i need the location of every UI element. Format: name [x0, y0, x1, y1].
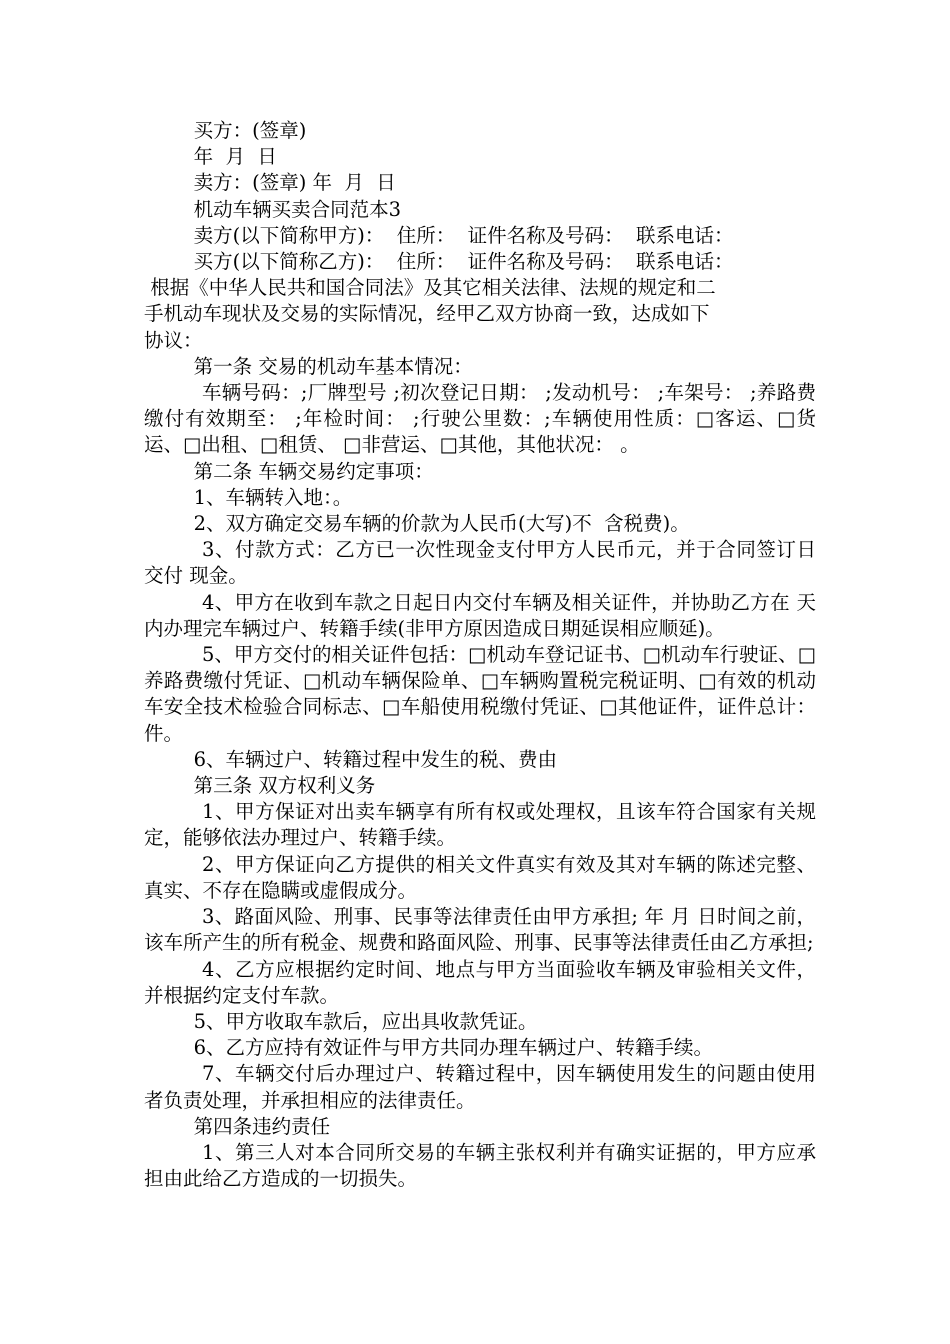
paragraph: 4、乙方应根据约定时间、地点与甲方当面验收车辆及审验相关文件，并根据约定支付车款。: [144, 957, 816, 1007]
paragraph: 5、甲方交付的相关证件包括：□机动车登记证书、□机动车行驶证、□养路费缴付凭证、□机动车辆保险单、□车辆购置税完税证明、□有效的机动车安全技术检验合同标志、□车船使用税缴付凭证、□其他证件，证件总计： 件。: [144, 643, 816, 745]
text-line: 手机动车现状及交易的实际情况，经甲乙双方协商一致，达成如下: [144, 302, 710, 326]
article-heading: 第二条 车辆交易约定事项：: [144, 459, 434, 483]
buyer-info-line: 买方(以下简称乙方)： 住所： 证件名称及号码： 联系电话：: [144, 250, 734, 274]
paragraph: 4、甲方在收到车款之日起日内交付车辆及相关证件，并协助乙方在 天内办理完车辆过户、转籍手续(非甲方原因造成日期延误相应顺延)。: [144, 590, 816, 640]
text-line: 5、甲方收取车款后，应出具收款凭证。: [144, 1009, 538, 1033]
paragraph: 车辆号码：;厂牌型号 ;初次登记日期： ;发动机号： ;车架号： ;养路费缴付有效期至： ;年检时间： ;行驶公里数：;车辆使用性质：□客运、□货运、□出租、□租赁、 □非营运、□其他，其他状况： 。: [144, 381, 816, 457]
paragraph: 7、车辆交付后办理过户、转籍过程中，因车辆使用发生的问题由使用者负责处理，并承担相应的法律责任。: [144, 1062, 816, 1112]
article-heading: 第三条 双方权利义务: [144, 774, 376, 798]
article-heading: 第一条 交易的机动车基本情况：: [144, 354, 473, 378]
paragraph: 2、甲方保证向乙方提供的相关文件真实有效及其对车辆的陈述完整、真实、不存在隐瞒或虚假成分。: [144, 852, 816, 902]
text-line: 协议：: [144, 328, 203, 352]
text-line: 根据《中华人民共和国合同法》及其它相关法律、法规的规定和二: [144, 276, 716, 300]
paragraph: 1、第三人对本合同所交易的车辆主张权利并有确实证据的，甲方应承担由此给乙方造成的一切损失。: [144, 1140, 816, 1191]
text-line: 1、车辆转入地：。: [144, 485, 353, 509]
text-line: 2、双方确定交易车辆的价款为人民币(大写)不 含税费)。: [144, 512, 690, 536]
text-line: 6、车辆过户、转籍过程中发生的税、费由: [144, 747, 557, 771]
paragraph: 3、路面风险、刑事、民事等法律责任由甲方承担; 年 月 日时间之前，该车所产生的所有税金、规费和路面风险、刑事、民事等法律责任由乙方承担;: [144, 905, 816, 955]
seller-info-line: 卖方(以下简称甲方)： 住所： 证件名称及号码： 联系电话：: [144, 223, 734, 247]
text-line: 买方：(签章): [144, 119, 307, 142]
paragraph: 3、付款方式：乙方已一次性现金支付甲方人民币元，并于合同签订日交付 现金。: [144, 538, 816, 588]
paragraph: 1、甲方保证对出卖车辆享有所有权或处理权，且该车符合国家有关规定，能够依法办理过户、转籍手续。: [144, 800, 816, 850]
text-line: 6、乙方应持有效证件与甲方共同办理车辆过户、转籍手续。: [144, 1036, 713, 1060]
contract-title: 机动车辆买卖合同范本3: [144, 197, 401, 221]
text-line: 卖方：(签章) 年 月 日: [144, 171, 396, 195]
document-body: [144, 118, 816, 1192]
article-heading: 第四条违约责任: [144, 1114, 331, 1138]
text-line: 年 月 日: [144, 145, 277, 169]
